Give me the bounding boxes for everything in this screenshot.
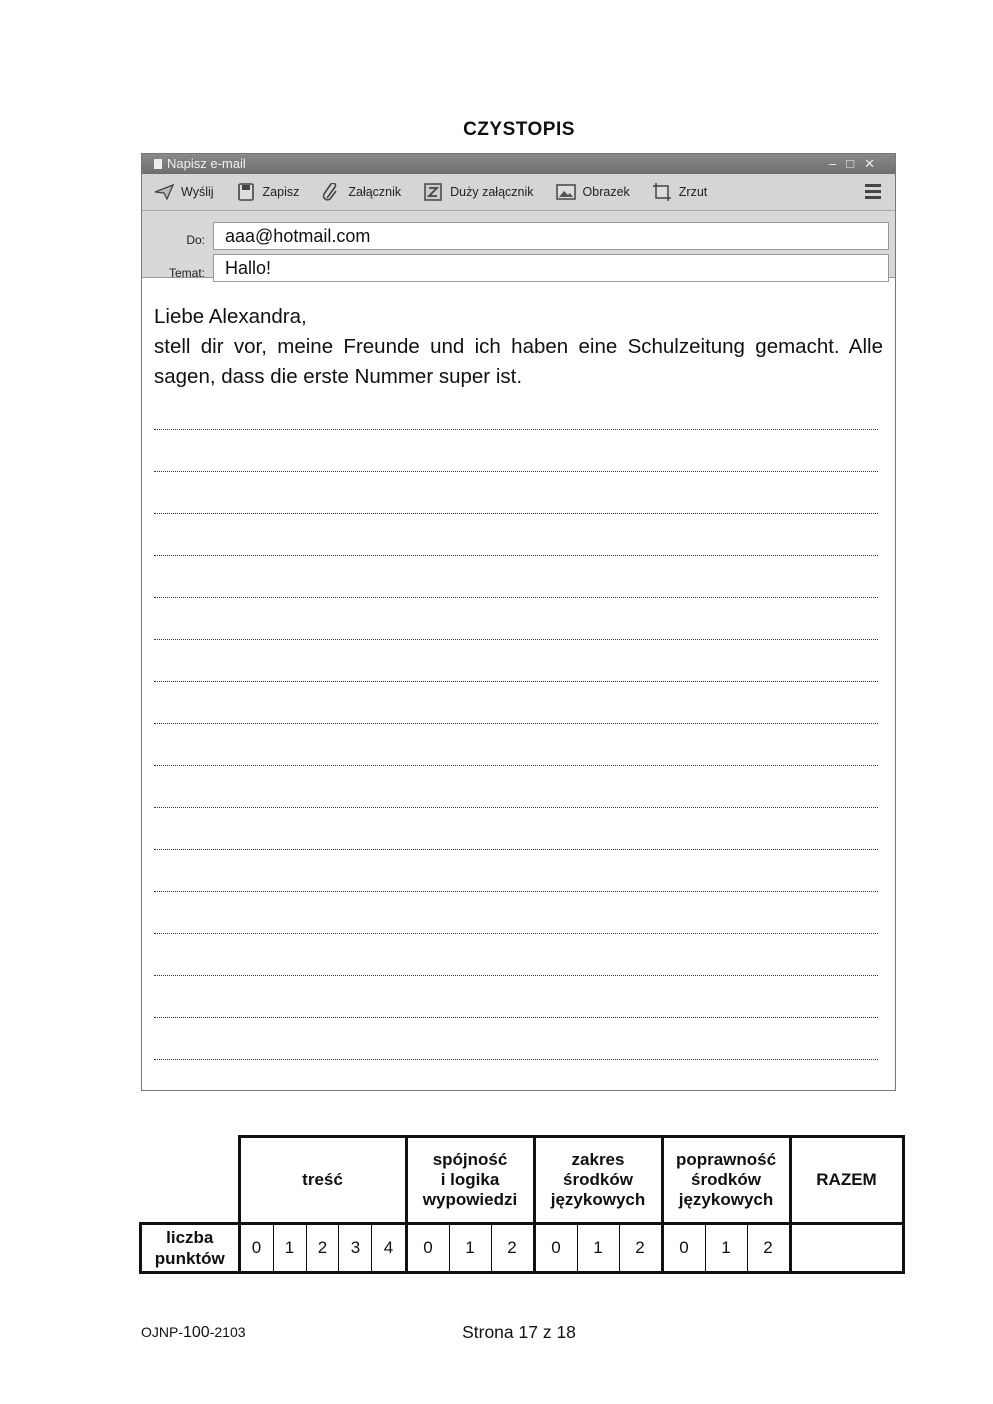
writing-line bbox=[154, 721, 878, 724]
writing-line bbox=[154, 637, 878, 640]
list-menu-icon[interactable] bbox=[865, 184, 881, 202]
writing-line bbox=[154, 595, 878, 598]
score-cell[interactable]: 2 bbox=[491, 1224, 534, 1273]
toolbar bbox=[142, 174, 895, 211]
subject-label: Temat: bbox=[168, 266, 205, 280]
score-cell[interactable]: 2 bbox=[747, 1224, 790, 1273]
score-cell[interactable]: 1 bbox=[273, 1224, 306, 1273]
paperclip-icon bbox=[321, 183, 341, 201]
save-button[interactable] bbox=[236, 183, 300, 201]
message-body[interactable] bbox=[154, 302, 883, 392]
writing-line bbox=[154, 847, 878, 850]
to-label: Do: bbox=[186, 233, 205, 247]
large-attachment-label: Duży załącznik bbox=[450, 185, 534, 199]
score-cell[interactable]: 4 bbox=[372, 1224, 406, 1273]
greeting-line: Liebe Alexandra, bbox=[154, 305, 307, 328]
document-icon bbox=[154, 159, 162, 169]
window-title: Napisz e-mail bbox=[167, 156, 246, 171]
maximize-icon[interactable]: □ bbox=[846, 156, 865, 171]
writing-line bbox=[154, 469, 878, 472]
writing-line bbox=[154, 889, 878, 892]
exam-code-suffix: -2103 bbox=[209, 1324, 246, 1340]
score-table bbox=[139, 1135, 905, 1274]
exam-code-prefix: OJNP- bbox=[141, 1324, 183, 1340]
writing-line bbox=[154, 805, 878, 808]
crop-icon bbox=[652, 183, 672, 201]
save-icon bbox=[236, 183, 256, 201]
header-zakres: zakres środków językowych bbox=[534, 1137, 662, 1224]
header-tresc: treść bbox=[239, 1137, 406, 1224]
score-cell[interactable]: 2 bbox=[306, 1224, 339, 1273]
writing-line bbox=[154, 973, 878, 976]
empty-corner bbox=[141, 1137, 240, 1224]
image-label: Obrazek bbox=[582, 185, 630, 199]
score-cell[interactable]: 0 bbox=[406, 1224, 449, 1273]
writing-line bbox=[154, 427, 878, 430]
score-cell[interactable]: 1 bbox=[577, 1224, 619, 1273]
send-icon bbox=[154, 183, 174, 201]
send-label: Wyślij bbox=[181, 185, 214, 199]
screenshot-button[interactable] bbox=[652, 183, 707, 201]
close-icon[interactable]: ✕ bbox=[864, 156, 885, 171]
attachment-label: Załącznik bbox=[348, 185, 402, 199]
writing-line bbox=[154, 553, 878, 556]
writing-line bbox=[154, 763, 878, 766]
score-cell[interactable]: 3 bbox=[339, 1224, 372, 1273]
screenshot-label: Zrzut bbox=[678, 185, 708, 199]
header-spojnosc: spójność i logika wypowiedzi bbox=[406, 1137, 534, 1224]
save-label: Zapisz bbox=[262, 185, 300, 199]
razem-cell[interactable] bbox=[790, 1224, 903, 1273]
page-heading: CZYSTOPIS bbox=[463, 119, 575, 140]
attachment-button[interactable] bbox=[321, 183, 401, 201]
score-cell[interactable]: 1 bbox=[705, 1224, 747, 1273]
image-button[interactable] bbox=[556, 183, 630, 201]
large-attachment-button[interactable] bbox=[423, 183, 533, 201]
score-cell[interactable]: 0 bbox=[534, 1224, 577, 1273]
writing-line bbox=[154, 511, 878, 514]
minimize-icon[interactable]: ‒ bbox=[829, 156, 847, 171]
score-cell[interactable]: 1 bbox=[449, 1224, 491, 1273]
image-icon bbox=[556, 183, 576, 201]
page-number: Strona 17 z 18 bbox=[462, 1322, 576, 1342]
window-titlebar bbox=[142, 154, 895, 174]
score-cell[interactable]: 2 bbox=[619, 1224, 662, 1273]
header-poprawnosc: poprawność środków językowych bbox=[662, 1137, 790, 1224]
email-compose-window bbox=[141, 153, 896, 1091]
window-controls bbox=[829, 154, 885, 174]
large-attachment-icon bbox=[423, 183, 443, 201]
row-label: liczba punktów bbox=[141, 1224, 240, 1273]
writing-line bbox=[154, 931, 878, 934]
intro-text: stell dir vor, meine Freunde und ich haben eine Schulzeitung gemacht. Alle sagen, dass die erste Nummer super ist. bbox=[154, 335, 883, 388]
writing-line bbox=[154, 679, 878, 682]
subject-field[interactable]: Hallo! bbox=[213, 254, 889, 282]
exam-code-number: 100 bbox=[183, 1324, 210, 1341]
writing-line bbox=[154, 1057, 878, 1060]
to-field[interactable]: aaa@hotmail.com bbox=[213, 222, 889, 250]
send-button[interactable] bbox=[154, 183, 214, 201]
score-cell[interactable]: 0 bbox=[662, 1224, 705, 1273]
score-cell[interactable]: 0 bbox=[239, 1224, 273, 1273]
header-razem: RAZEM bbox=[790, 1137, 903, 1224]
address-fields bbox=[142, 211, 895, 278]
writing-line bbox=[154, 1015, 878, 1018]
